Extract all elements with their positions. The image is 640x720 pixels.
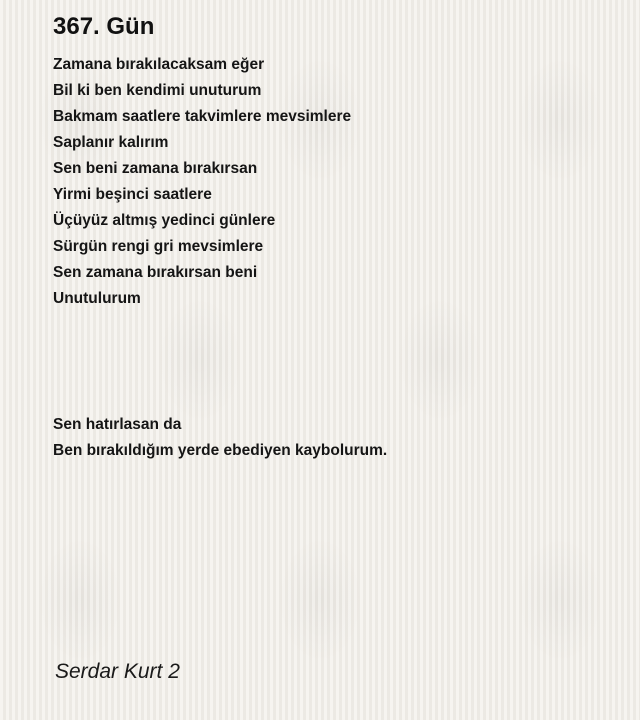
poem-stanza-1 <box>53 52 351 312</box>
poem-line: Bakmam saatlere takvimlere mevsimlere <box>53 108 352 125</box>
poem-stanza-2 <box>53 412 387 464</box>
poem-line: Üçüyüz altmış yedinci günlere <box>53 212 276 229</box>
poem-line: Unutulurum <box>53 290 141 307</box>
poem-line: Ben bırakıldığım yerde ebediyen kaybolurum. <box>53 442 388 459</box>
poem-line: Sen beni zamana bırakırsan <box>53 160 258 177</box>
poem-line: Sen hatırlasan da <box>53 416 182 433</box>
poem-author: Serdar Kurt 2 <box>55 660 180 683</box>
poem-line: Sen zamana bırakırsan beni <box>53 264 258 281</box>
poem-line: Saplanır kalırım <box>53 134 169 151</box>
poem-line: Bil ki ben kendimi unuturum <box>53 82 262 99</box>
poem-line: Yirmi beşinci saatlere <box>53 186 212 203</box>
poem-line: Zamana bırakılacaksam eğer <box>53 56 265 73</box>
poem-title: 367. Gün <box>53 13 155 40</box>
poem-line: Sürgün rengi gri mevsimlere <box>53 238 264 255</box>
